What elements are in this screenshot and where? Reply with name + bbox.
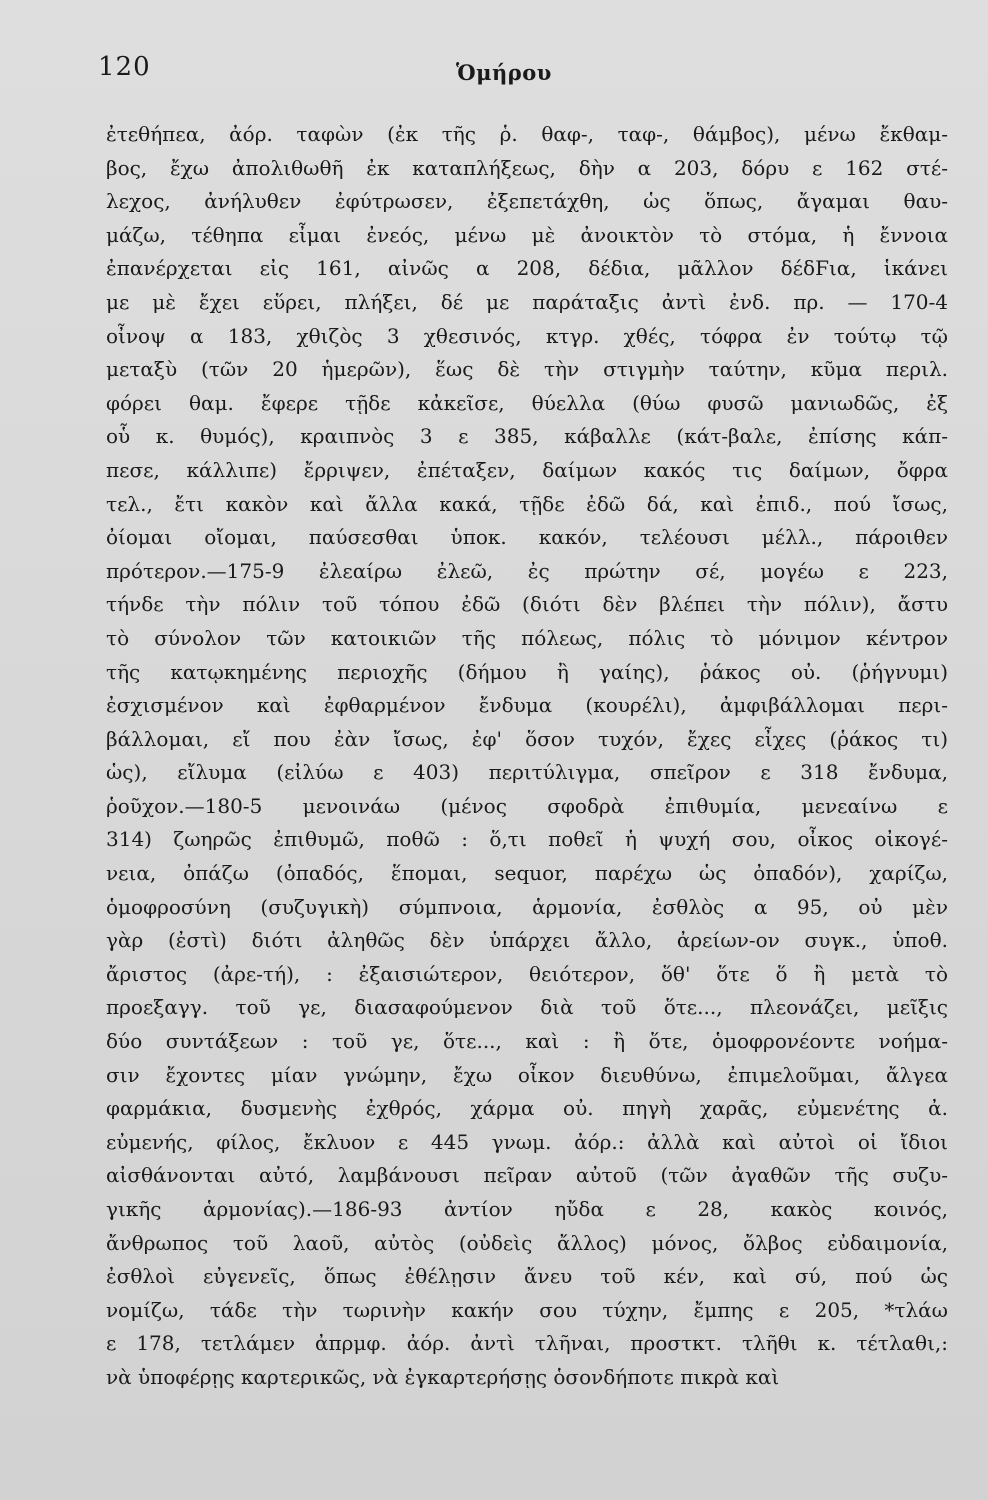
text-line: νεια, ὀπάζω (ὀπαδός, ἕπομαι, sequor, παρέχω ὡς ὀπαδόν), χαρίζω, <box>106 861 948 886</box>
text-line: γὰρ (ἐστὶ) διότι ἀληθῶς δὲν ὑπάρχει ἄλλο, ἀρείων-ον συγκ., ὑποθ. <box>106 928 948 953</box>
text-line: λεχος, ἀνήλυθεν ἐφύτρωσεν, ἐξεπετάχθη, ὡς ὅπως, ἄγαμαι θαυ- <box>106 189 948 214</box>
text-line: ἄνθρωπος τοῦ λαοῦ, αὐτὸς (οὐδεὶς ἄλλος) μόνος, ὄλβος εὐδαιμονία, <box>106 1230 948 1255</box>
text-line: φαρμάκια, δυσμενὴς ἐχθρός, χάρμα οὐ. πηγὴ χαρᾶς, εὐμενέτης ἀ. <box>106 1096 948 1121</box>
text-line: βος, ἔχω ἀπολιθωθῆ ἐκ καταπλήξεως, δὴν α 203, δόρυ ε 162 στέ- <box>106 155 948 180</box>
text-line: ἐσχισμένον καὶ ἐφθαρμένον ἔνδυμα (κουρέλι), ἀμφιβάλλομαι περι- <box>106 693 948 718</box>
text-line: ὀίομαι οἴομαι, παύσεσθαι ὑποκ. κακόν, τελέουσι μέλλ., πάροιθεν <box>106 525 948 550</box>
text-line: 314) ζωηρῶς ἐπιθυμῶ, ποθῶ : ὅ,τι ποθεῖ ἡ ψυχή σου, οἶκος οἰκογέ- <box>106 827 948 852</box>
text-line: φόρει θαμ. ἔφερε τῇδε κἀκεῖσε, θύελλα (θύω φυσῶ μανιωδῶς, ἐξ <box>106 390 948 415</box>
text-line: ῥοῦχον.—180-5 μενοινάω (μένος σφοδρὰ ἐπιθυμία, μενεαίνω ε <box>106 793 948 818</box>
text-line: γικῆς ἁρμονίας).—186-93 ἀντίον ηὔδα ε 28, κακὸς κοινός, <box>106 1197 948 1221</box>
text-line: πεσε, κάλλιπε) ἔρριψεν, ἐπέταξεν, δαίμων κακός τις δαίμων, ὄφρα <box>106 457 948 482</box>
text-line: νὰ ὑποφέρῃς καρτερικῶς, νὰ ἐγκαρτερήσῃς ὁσονδήποτε πικρὰ καὶ <box>106 1364 780 1389</box>
text-line: αἰσθάνονται αὐτό, λαμβάνουσι πεῖραν αὐτοῦ (τῶν ἀγαθῶν τῆς συζυ- <box>106 1163 948 1188</box>
text-line: προεξαγγ. τοῦ γε, διασαφούμενον διὰ τοῦ ὅτε..., πλεονάζει, μεῖξις <box>106 995 948 1020</box>
text-line: μάζω, τέθηπα εἶμαι ἐνεός, μένω μὲ ἀνοικτὸν τὸ στόμα, ἡ ἔννοια <box>106 222 948 247</box>
text-line: ἐσθλοὶ εὐγενεῖς, ὅπως ἐθέλῃσιν ἄνευ τοῦ κέν, καὶ σύ, πού ὡς <box>106 1264 948 1289</box>
text-line: ἐπανέρχεται εἰς 161, αἰνῶς α 208, δέδια, μᾶλλον δέδϜια, ἱκάνει <box>106 256 948 281</box>
text-line: ἄριστος (ἀρε-τή), : ἐξαισιώτερον, θειότερον, ὅθ' ὅτε ὅ ἢ μετὰ τὸ <box>106 961 948 986</box>
text-line: οὗ κ. θυμός), κραιπνὸς 3 ε 385, κάβαλλε (κάτ-βαλε, ἐπίσης κάπ- <box>106 424 948 449</box>
text-line: οἶνοψ α 183, χθιζὸς 3 χθεσινός, κτγρ. χθές, τόφρα ἐν τούτῳ τῷ <box>106 323 948 348</box>
text-line: πρότερον.—175-9 ἐλεαίρω ἐλεῶ, ἐς πρώτην σέ, μογέω ε 223, <box>106 558 948 583</box>
commentary-text <box>106 118 948 1395</box>
text-line: μεταξὺ (τῶν 20 ἡμερῶν), ἕως δὲ τὴν στιγμὴν ταύτην, κῦμα περιλ. <box>106 357 948 382</box>
running-head: Ὁμήρου <box>456 60 552 85</box>
text-line: με μὲ ἔχει εὕρει, πλήξει, δέ με παράταξις ἀντὶ ἐνδ. πρ. — 170-4 <box>106 289 948 314</box>
text-line: ὁμοφροσύνη (συζυγικὴ) σύμπνοια, ἁρμονία, ἐσθλὸς α 95, οὐ μὲν <box>106 894 948 919</box>
text-line: τήνδε τὴν πόλιν τοῦ τόπου ἐδῶ (διότι δὲν βλέπει τὴν πόλιν), ἄστυ <box>106 592 948 617</box>
text-line: τὸ σύνολον τῶν κατοικιῶν τῆς πόλεως, πόλις τὸ μόνιμον κέντρον <box>106 625 948 650</box>
text-line: δύο συντάξεων : τοῦ γε, ὅτε..., καὶ : ἢ ὅτε, ὁμοφρονέοντε νοήμα- <box>106 1029 948 1054</box>
text-line: ὡς), εἴλυμα (εἰλύω ε 403) περιτύλιγμα, σπεῖρον ε 318 ἔνδυμα, <box>106 760 948 785</box>
text-line: βάλλομαι, εἴ που ἐὰν ἴσως, ἐφ' ὅσον τυχόν, ἔχες εἶχες (ῥάκος τι) <box>106 726 948 751</box>
text-line: εὐμενής, φίλος, ἔκλυον ε 445 γνωμ. ἀόρ.: ἀλλὰ καὶ αὐτοὶ οἱ ἴδιοι <box>106 1129 948 1154</box>
text-line: τελ., ἔτι κακὸν καὶ ἄλλα κακά, τῇδε ἐδῶ δά, καὶ ἐπιδ., πού ἴσως, <box>106 491 948 516</box>
text-line: ε 178, τετλάμεν ἀπρμφ. ἀόρ. ἀντὶ τλῆναι, προστκτ. τλῆθι κ. τέτλαθι,: <box>106 1331 948 1356</box>
text-line: ἐτεθήπεα, ἀόρ. ταφὼν (ἐκ τῆς ῥ. θαφ-, ταφ-, θάμβος), μένω ἔκθαμ- <box>106 122 948 146</box>
text-line: νομίζω, τάδε τὴν τωρινὴν κακήν σου τύχην, ἔμπης ε 205, *τλάω <box>106 1297 948 1322</box>
page-number: 120 <box>98 52 151 82</box>
text-line: τῆς κατῳκημένης περιοχῆς (δήμου ἢ γαίης), ῥάκος οὐ. (ῥήγνυμι) <box>106 659 948 684</box>
text-line: σιν ἔχοντες μίαν γνώμην, ἔχω οἶκον διευθύνω, ἐπιμελοῦμαι, ἄλγεα <box>106 1062 948 1087</box>
